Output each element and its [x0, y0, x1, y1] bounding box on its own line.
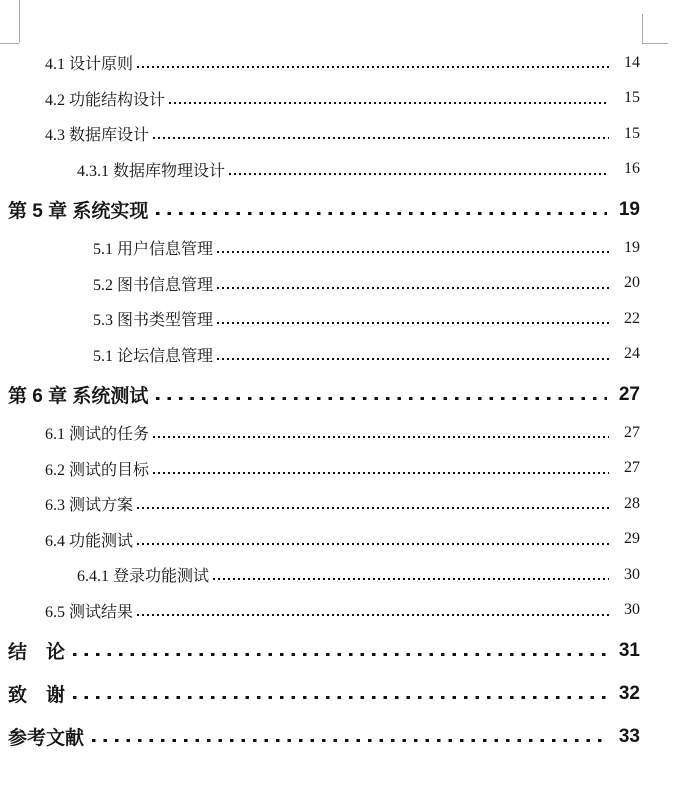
dot-leader — [153, 460, 609, 476]
toc-entry-page: 19 — [618, 198, 640, 220]
toc-entry-label: 4.2 功能结构设计 — [45, 91, 166, 109]
toc-entry[interactable] — [0, 522, 640, 558]
toc-entry[interactable] — [0, 486, 640, 522]
toc-entry-label: 第 6 章 系统测试 — [8, 386, 149, 407]
toc-entry[interactable] — [0, 45, 640, 81]
toc-entry-label: 6.3 测试方案 — [45, 497, 134, 515]
dot-leader — [92, 727, 607, 746]
dot-leader — [73, 684, 607, 703]
toc-entry-label: 6.2 测试的目标 — [45, 461, 150, 479]
toc-entry[interactable] — [0, 557, 640, 593]
toc-entry-page: 27 — [618, 383, 640, 405]
dot-leader — [229, 161, 609, 177]
dot-leader — [156, 200, 607, 219]
toc-entry-label: 6.4.1 登录功能测试 — [77, 568, 210, 586]
dot-leader — [217, 240, 609, 256]
toc-entry[interactable] — [0, 81, 640, 117]
toc-entry-page: 27 — [624, 459, 640, 477]
dot-leader — [153, 425, 609, 441]
toc-entry-label: 5.1 用户信息管理 — [93, 241, 214, 259]
toc-entry[interactable] — [0, 716, 640, 757]
toc-entry-page: 29 — [624, 530, 640, 548]
toc-entry-page: 15 — [624, 89, 640, 107]
toc-entry[interactable] — [0, 230, 640, 266]
toc-entry-page: 24 — [624, 345, 640, 363]
toc-entry[interactable] — [0, 374, 640, 415]
toc-entry[interactable] — [0, 593, 640, 629]
toc-entry-page: 31 — [618, 639, 640, 661]
dot-leader — [137, 55, 609, 71]
toc-entry[interactable] — [0, 266, 640, 302]
dot-leader — [217, 311, 609, 327]
dot-leader — [153, 126, 609, 142]
dot-leader — [137, 496, 609, 512]
toc-entry[interactable] — [0, 630, 640, 671]
dot-leader — [156, 385, 607, 404]
dot-leader — [217, 275, 609, 291]
dot-leader — [217, 346, 609, 362]
toc-entry[interactable] — [0, 451, 640, 487]
toc-entry-label: 4.3 数据库设计 — [45, 127, 150, 145]
toc-entry-page: 30 — [624, 601, 640, 619]
toc-entry-page: 15 — [624, 124, 640, 142]
toc-entry-page: 28 — [624, 494, 640, 512]
toc-entry-label: 5.3 图书类型管理 — [93, 312, 214, 330]
toc-entry-label: 结 论 — [8, 642, 66, 663]
toc-entry-page: 16 — [624, 160, 640, 178]
toc-entry-page: 20 — [624, 274, 640, 292]
dot-leader — [169, 90, 609, 106]
toc-entry-label: 4.3.1 数据库物理设计 — [77, 162, 226, 180]
dot-leader — [137, 602, 609, 618]
toc-entry-label: 6.1 测试的任务 — [45, 426, 150, 444]
toc-entry-page: 14 — [624, 53, 640, 71]
toc-entry-label: 第 5 章 系统实现 — [8, 201, 149, 222]
toc-entry[interactable] — [0, 673, 640, 714]
toc-entry-page: 27 — [624, 423, 640, 441]
toc-entry[interactable] — [0, 116, 640, 152]
toc-entry-page: 30 — [624, 565, 640, 583]
toc-entry-label: 5.1 论坛信息管理 — [93, 347, 214, 365]
toc-entry[interactable] — [0, 415, 640, 451]
toc-entry-label: 4.1 设计原则 — [45, 56, 134, 74]
dot-leader — [213, 567, 609, 583]
toc-entry[interactable] — [0, 152, 640, 188]
toc-entry[interactable] — [0, 301, 640, 337]
toc-entry-label: 致 谢 — [8, 685, 66, 706]
toc-entry[interactable] — [0, 189, 640, 230]
toc-entry-page: 22 — [624, 309, 640, 327]
toc-entry-label: 6.4 功能测试 — [45, 532, 134, 550]
dot-leader — [137, 531, 609, 547]
toc-entry-page: 33 — [618, 725, 640, 747]
toc-entry-page: 19 — [624, 238, 640, 256]
toc-entry-label: 6.5 测试结果 — [45, 603, 134, 621]
toc-entry-page: 32 — [618, 682, 640, 704]
dot-leader — [73, 641, 607, 660]
toc-entry-label: 5.2 图书信息管理 — [93, 276, 214, 294]
toc-entry[interactable] — [0, 337, 640, 373]
toc-entry-label: 参考文献 — [8, 728, 85, 749]
